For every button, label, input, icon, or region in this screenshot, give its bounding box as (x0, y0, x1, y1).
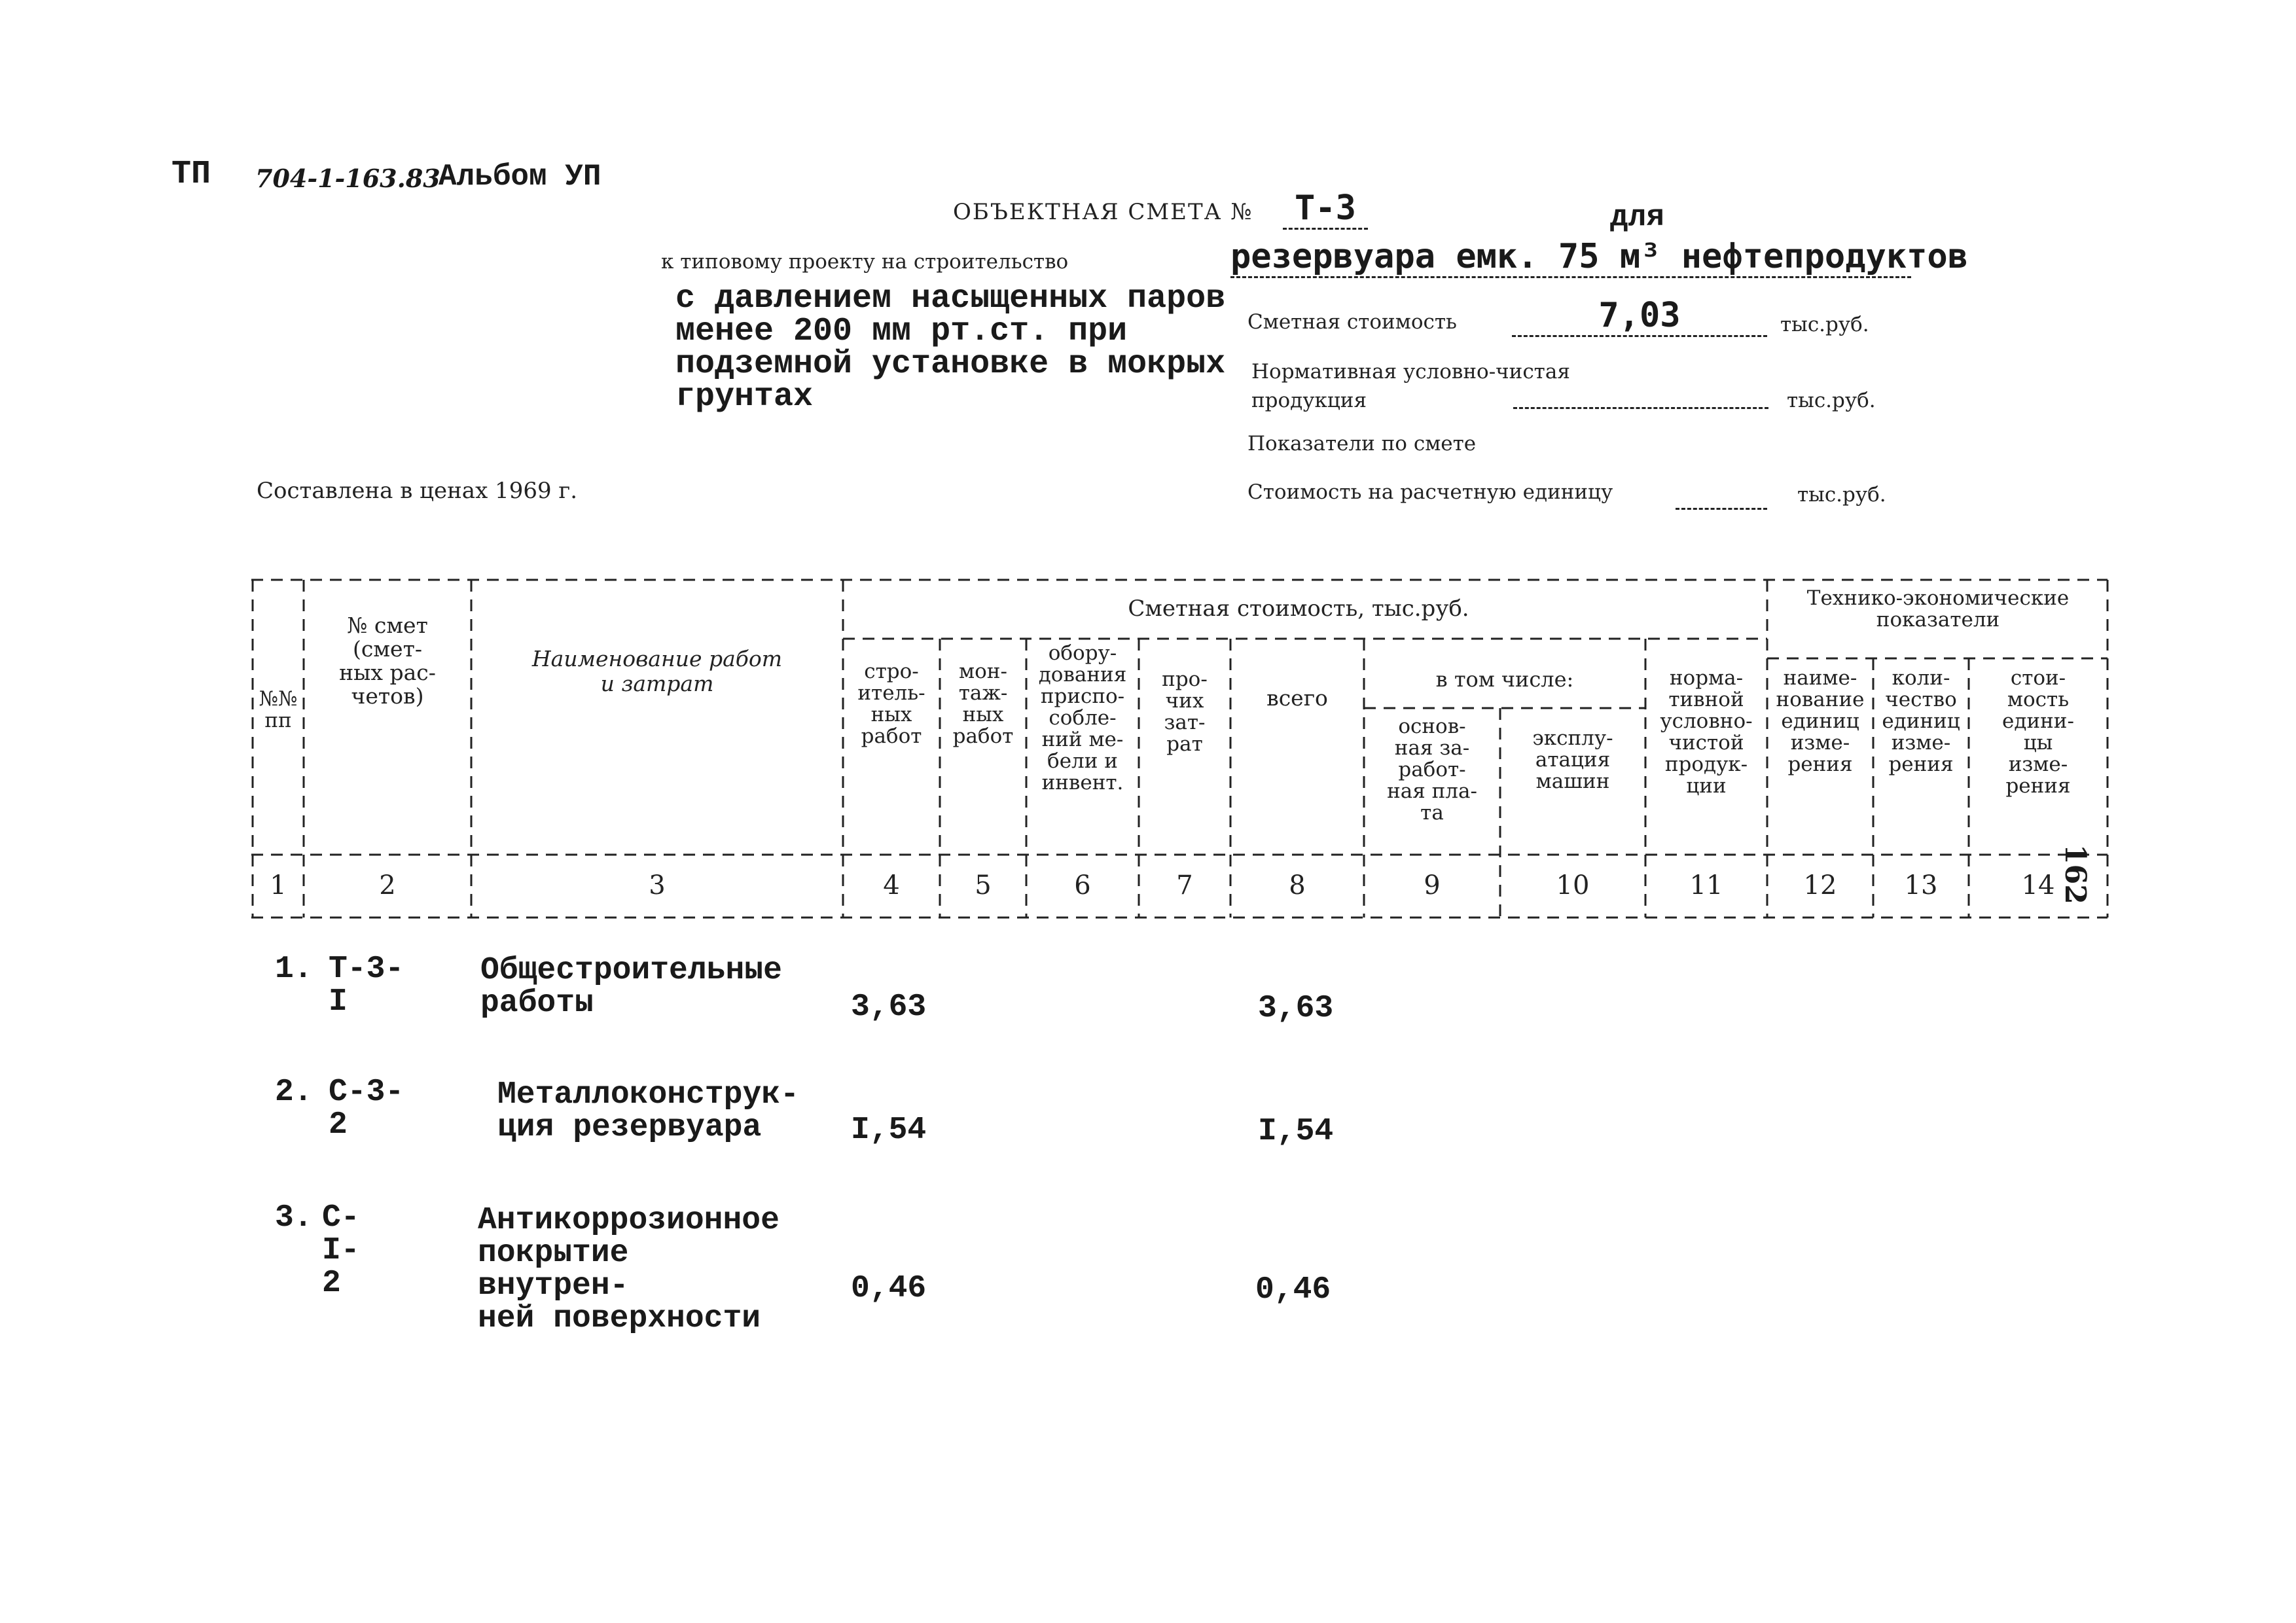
row-estimate-code: Т-3-I (329, 952, 404, 1020)
col-number: 10 (1556, 870, 1590, 901)
col-number: 14 (2021, 870, 2055, 901)
col-number: 8 (1289, 870, 1306, 901)
album-label: Альбом УП (439, 160, 601, 194)
norm-blank (1513, 383, 1768, 409)
project-label: к типовому проекту на строительство (661, 250, 1069, 274)
page-number: 162 (2058, 844, 2092, 904)
row-work-name: Металлоконструк- ция резервуара (497, 1077, 799, 1145)
header-col-11: норма- тивной условно- чистой продук- ции (1660, 666, 1753, 798)
group-cost-header: Сметная стоимость, тыс.руб. (1128, 596, 1469, 622)
header-col-5: мон- таж- ных работ (952, 660, 1014, 748)
col-number: 13 (1904, 870, 1938, 901)
header-col-4: стро- итель- ных работ (857, 660, 925, 748)
col-number: 2 (379, 870, 396, 901)
unit-cost-label: Стоимость на расчетную единицу (1247, 480, 1613, 504)
cost-label: Сметная стоимость (1247, 310, 1457, 334)
doc-code-number: 704-1-163.83 (255, 164, 440, 193)
cost-unit: тыс.руб. (1780, 313, 1869, 336)
row-index: 1. (275, 952, 313, 987)
header-col-8: всего (1266, 685, 1328, 711)
header-col-3: Наименование работ и затрат (531, 646, 783, 696)
row-index: 3. (275, 1200, 313, 1236)
header-col-2: № смет (смет- ных рас- четов) (339, 613, 436, 709)
unit-cost-unit: тыс.руб. (1797, 483, 1886, 507)
norm-unit: тыс.руб. (1787, 389, 1876, 412)
project-value: резервуара емк. 75 м³ нефтепродуктов (1230, 237, 1911, 278)
row-construction-cost: I,54 (851, 1113, 927, 1148)
header-col-13: коли- чество единиц изме- рения (1882, 666, 1960, 776)
header-col-6: обору- дования приспо- собле- ний ме- бели и инвент. (1038, 641, 1127, 794)
cost-value: 7,03 (1512, 296, 1767, 337)
doc-code-tp: ТП (171, 156, 211, 193)
estimate-table-header (251, 577, 2110, 920)
project-description: с давлением насыщенных паров менее 200 мм рт.ст. при подземной установке в мокрых грунтах (675, 280, 1226, 416)
row-estimate-code: С-3-2 (329, 1075, 404, 1143)
row-construction-cost: 0,46 (851, 1271, 927, 1306)
header-col-12: наиме- нование единиц изме- рения (1776, 666, 1865, 776)
col-number: 5 (975, 870, 992, 901)
document-title: ОБЪЕКТНАЯ СМЕТА № (953, 199, 1253, 225)
title-for: для (1610, 200, 1664, 234)
indicators-label: Показатели по смете (1247, 432, 1477, 455)
col-number: 12 (1803, 870, 1837, 901)
header-col-14: стои- мость едини- цы изме- рения (2002, 666, 2074, 798)
col-number: 6 (1074, 870, 1091, 901)
group-included-header: в том числе: (1435, 667, 1574, 692)
prices-label: Составлена в ценах 1969 г. (257, 478, 578, 504)
col-number: 11 (1689, 870, 1723, 901)
estimate-number: Т-3 (1283, 188, 1368, 230)
col-number: 7 (1176, 870, 1193, 901)
row-total-cost: I,54 (1258, 1114, 1334, 1149)
row-estimate-code: С-I-2 (322, 1200, 360, 1301)
row-total-cost: 0,46 (1255, 1272, 1331, 1308)
group-tech-header: Технико-экономические показатели (1806, 586, 2070, 632)
header-col-7: про- чих зат- рат (1162, 668, 1208, 756)
header-col-1: №№ пп (259, 687, 298, 732)
unit-cost-blank (1676, 484, 1767, 510)
row-index: 2. (275, 1075, 313, 1110)
row-total-cost: 3,63 (1258, 991, 1334, 1026)
col-number: 4 (883, 870, 900, 901)
row-construction-cost: 3,63 (851, 990, 927, 1025)
header-col-10: эксплу- атация машин (1532, 726, 1613, 793)
col-number: 3 (649, 870, 666, 901)
header-col-9: основ- ная за- работ- ная пла- та (1387, 715, 1477, 825)
col-number: 9 (1424, 870, 1441, 901)
col-number: 1 (270, 870, 287, 901)
row-work-name: Общестроительные работы (480, 953, 782, 1021)
row-work-name: Антикоррозионное покрытие внутрен- ней поверхности (478, 1203, 780, 1336)
norm-label: Нормативная условно-чистая продукция (1251, 360, 1570, 412)
